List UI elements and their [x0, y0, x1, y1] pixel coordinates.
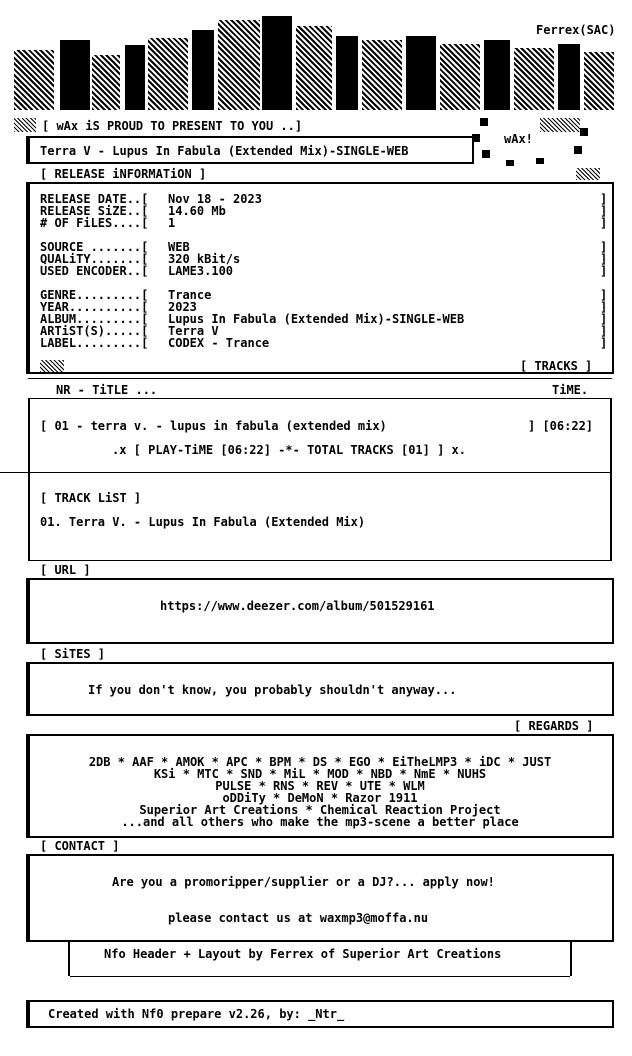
col-time-header: TiME.: [552, 383, 589, 397]
hatch-decoration: [576, 168, 600, 180]
sites-text: If you don't know, you probably shouldn't anyway...: [88, 683, 457, 697]
close-bracket: ]: [600, 216, 608, 230]
close-bracket: ]: [600, 264, 608, 278]
close-bracket: ]: [600, 288, 608, 302]
hatch-decoration: [40, 360, 64, 372]
track-list-heading: [ TRACK LiST ]: [40, 491, 142, 505]
info-value-release-size: 14.60 Mb: [168, 204, 226, 218]
info-label-release-date: RELEASE DATE..[: [40, 192, 149, 206]
contact-frame: [26, 854, 614, 942]
info-value-album: Lupus In Fabula (Extended Mix)-SINGLE-WEB: [168, 312, 465, 326]
info-value-release-date: Nov 18 - 2023: [168, 192, 262, 206]
info-label-genre: GENRE.........[: [40, 288, 149, 302]
wax-tag: wAx!: [504, 132, 533, 146]
frame-left-edge: [28, 474, 30, 560]
close-bracket: ]: [600, 252, 608, 266]
proud-banner: [ wAx iS PROUD TO PRESENT TO YOU ..]: [42, 119, 303, 133]
col-title-header: NR - TiTLE ...: [56, 383, 158, 397]
divider: [28, 398, 612, 399]
release-title: Terra V - Lupus In Fabula (Extended Mix)-SINGLE-WEB: [40, 144, 409, 158]
contact-email[interactable]: please contact us at waxmp3@moffa.nu: [168, 911, 429, 925]
regards-line: 2DB * AAF * AMOK * APC * BPM * DS * EGO * EiTheLMP3 * iDC * JUST: [88, 755, 552, 769]
regards-line: oDDiTy * DeMoN * Razor 1911: [222, 791, 418, 805]
info-value-genre: Trance: [168, 288, 212, 302]
url-heading: [ URL ]: [40, 563, 91, 577]
regards-line: KSi * MTC * SND * MiL * MOD * NBD * NmE * NUHS: [153, 767, 487, 781]
close-bracket: ]: [600, 240, 608, 254]
release-info-heading: [ RELEASE iNFORMATiON ]: [40, 167, 207, 181]
info-label-file-count: # OF FiLES....[: [40, 216, 149, 230]
regards-line: ...and all others who make the mp3-scene a better place: [121, 815, 519, 829]
close-bracket: ]: [600, 192, 608, 206]
track-time: ] [06:22]: [528, 419, 594, 433]
info-label-year: YEAR..........[: [40, 300, 149, 314]
info-value-artist: Terra V: [168, 324, 219, 338]
contact-line-apply: Are you a promoripper/supplier or a DJ?... apply now!: [112, 875, 495, 889]
regards-list: [28, 756, 612, 828]
track-line: [ 01 - terra v. - lupus in fabula (extended mix): [40, 419, 387, 433]
sites-heading: [ SiTES ]: [40, 647, 106, 661]
created-with: Created with Nf0 prepare v2.26, by: _Ntr_: [48, 1007, 345, 1021]
regards-line: PULSE * RNS * REV * UTE * WLM: [215, 779, 425, 793]
close-bracket: ]: [600, 324, 608, 338]
track-list-item: 01. Terra V. - Lupus In Fabula (Extended Mix): [40, 515, 366, 529]
album-url[interactable]: https://www.deezer.com/album/501529161: [160, 599, 435, 613]
regards-heading: [ REGARDS ]: [514, 719, 594, 733]
frame-right-edge: [610, 398, 612, 474]
info-label-artist: ARTiST(S).....[: [40, 324, 149, 338]
frame-right-edge: [610, 474, 612, 560]
header-credit: Ferrex(SAC): [536, 23, 616, 37]
info-value-file-count: 1: [168, 216, 176, 230]
close-bracket: ]: [600, 336, 608, 350]
close-bracket: ]: [600, 312, 608, 326]
info-label-label: LABEL.........[: [40, 336, 149, 350]
info-value-encoder: LAME3.100: [168, 264, 234, 278]
info-value-source: WEB: [168, 240, 190, 254]
contact-heading: [ CONTACT ]: [40, 839, 120, 853]
close-bracket: ]: [600, 300, 608, 314]
divider: [28, 560, 612, 561]
info-label-album: ALBUM.........[: [40, 312, 149, 326]
regards-line: Superior Art Creations * Chemical Reaction Project: [139, 803, 501, 817]
divider: [28, 378, 612, 379]
frame-right-edge: [570, 942, 572, 976]
info-label-source: SOURCE .......[: [40, 240, 149, 254]
layout-credit: Nfo Header + Layout by Ferrex of Superior Art Creations: [104, 947, 502, 961]
info-value-label: CODEX - Trance: [168, 336, 270, 350]
info-value-year: 2023: [168, 300, 197, 314]
divider: [70, 976, 570, 977]
frame-left-edge: [28, 398, 30, 474]
info-label-quality: QUALiTY.......[: [40, 252, 149, 266]
info-label-encoder: USED ENCODER..[: [40, 264, 149, 278]
playtime-summary: .x [ PLAY-TiME [06:22] -*- TOTAL TRACKS [01] ] x.: [112, 443, 467, 457]
close-bracket: ]: [600, 204, 608, 218]
frame-left-edge: [68, 942, 70, 976]
info-value-quality: 320 kBit/s: [168, 252, 241, 266]
info-label-release-size: RELEASE SiZE..[: [40, 204, 149, 218]
tracks-heading: [ TRACKS ]: [520, 359, 593, 373]
divider: [0, 472, 612, 473]
